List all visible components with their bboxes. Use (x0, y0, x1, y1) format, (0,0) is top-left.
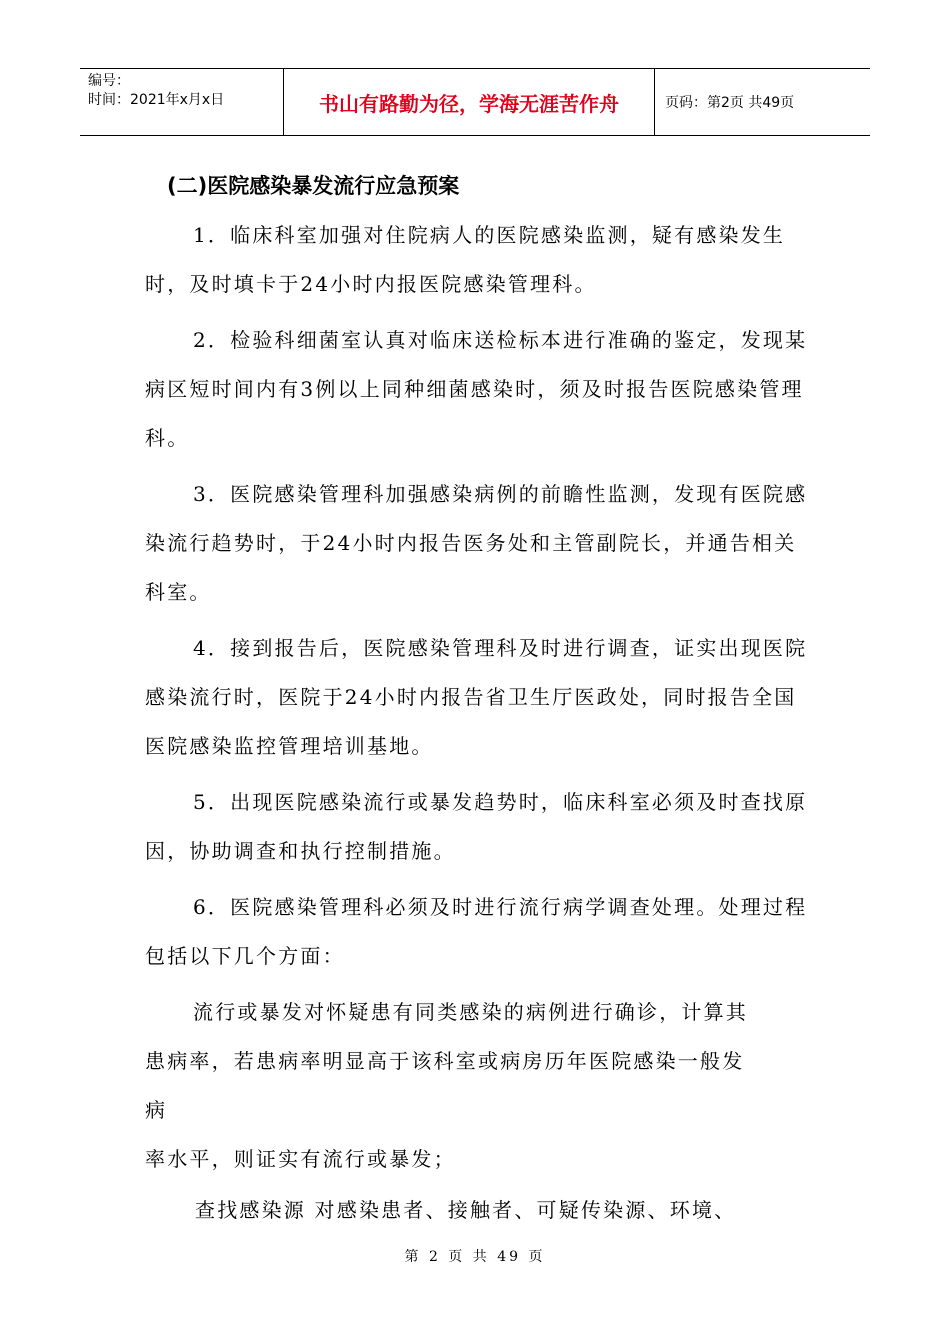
paragraph-3: 3．医院感染管理科加强感染病例的前瞻性监测，发现有医院感染流行趋势时，于24小时内报告医务处和主管副院长，并通告相关科室。 (145, 482, 808, 604)
header-page-info: 页码：第2页 共49页 (665, 95, 795, 111)
text-line: 率水平，则证实有流行或暴发； (145, 1147, 456, 1171)
header-motto: 书山有路勤为径，学海无涯苦作舟 (284, 69, 655, 135)
section-title: (二)医院感染暴发流行应急预案 (167, 174, 460, 198)
paragraph-4: 4．接到报告后，医院感染管理科及时进行调查，证实出现医院感染流行时，医院于24小时内报告省卫生厅医政处，同时报告全国医院感染监控管理培训基地。 (145, 636, 808, 758)
text-line: 查找感染源 对感染患者、接触者、可疑传染源、环境、 (195, 1198, 737, 1222)
text-line: 患病率，若患病率明显高于该科室或病房历年医院感染一般发 (145, 1049, 745, 1073)
page-header (80, 68, 870, 136)
paragraph-2: 2．检验科细菌室认真对临床送检标本进行准确的鉴定，发现某病区短时间内有3例以上同种细菌感染时，须及时报告医院感染管理科。 (145, 328, 808, 450)
document-date: 时间：2021年x月x日 (88, 92, 225, 108)
paragraph-1: 1．临床科室加强对住院病人的医院感染监测，疑有感染发生时，及时填卡于24小时内报医院感染管理科。 (145, 223, 786, 296)
paragraph-6: 6．医院感染管理科必须及时进行流行病学调查处理。处理过程包括以下几个方面： (145, 895, 808, 968)
text-line: 病 (145, 1098, 168, 1122)
paragraph-5: 5．出现医院感染流行或暴发趋势时，临床科室必须及时查找原因，协助调查和执行控制措施。 (145, 790, 808, 863)
text-line: 流行或暴发对怀疑患有同类感染的病例进行确诊，计算其 (193, 1000, 748, 1024)
header-meta (80, 69, 284, 135)
document-code-label: 编号： (88, 73, 130, 89)
page-footer: 第 2 页 共 49 页 (404, 1249, 546, 1265)
document-body (145, 165, 815, 1235)
